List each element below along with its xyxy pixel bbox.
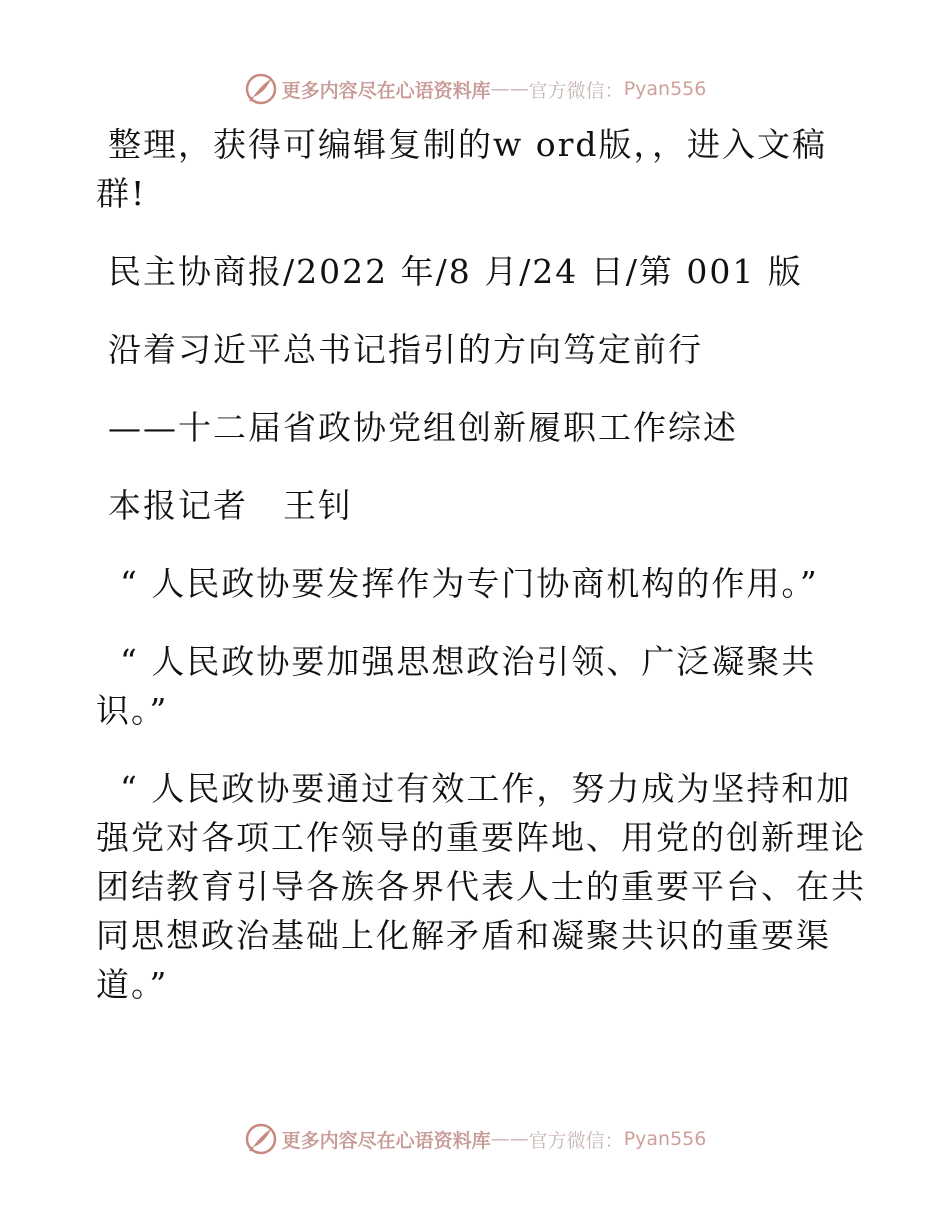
article-subtitle: ——十二届省政协党组创新履职工作综述 (108, 408, 738, 447)
byline: 本报记者 王钊 (108, 486, 353, 525)
quote-2-line-2: 识。” (96, 691, 169, 730)
quote-3-line-1: “ 人民政协要通过有效工作，努力成为坚持和加 (120, 769, 852, 808)
intro-line-1: 整理，获得可编辑复制的w ord版，，进入文稿 (108, 125, 828, 164)
quote-3-line-3: 团结教育引导各族各界代表人士的重要平台、在共 (96, 867, 866, 906)
watermark-dash: —— (490, 78, 529, 100)
quill-logo-icon (244, 72, 278, 106)
watermark-brand: 更多内容尽在心语资料库 (281, 79, 491, 102)
source-line: 民主协商报/2022 年/8 月/24 日/第 001 版 (108, 252, 803, 291)
watermark-wechat-label: 官方微信： (528, 1129, 624, 1152)
quote-2-line-1: “ 人民政协要加强思想政治引领、广泛凝聚共 (120, 642, 817, 681)
quote-3-line-2: 强党对各项工作领导的重要阵地、用党的创新理论 (96, 818, 866, 857)
watermark-wechat-id: Pyan556 (623, 78, 707, 100)
document-body (96, 120, 866, 1009)
quote-3-line-4: 同思想政治基础上化解矛盾和凝聚共识的重要渠 (96, 916, 831, 955)
watermark-wechat-label: 官方微信： (528, 79, 624, 102)
watermark-brand: 更多内容尽在心语资料库 (281, 1129, 491, 1152)
quote-3-line-5: 道。” (96, 965, 169, 1004)
intro-line-2: 群! (96, 174, 147, 213)
footer-watermark (0, 1122, 950, 1156)
article-title: 沿着习近平总书记指引的方向笃定前行 (108, 330, 703, 369)
watermark-dash: —— (490, 1128, 529, 1150)
header-watermark (0, 72, 950, 106)
watermark-wechat-id: Pyan556 (623, 1128, 707, 1150)
quote-1: “ 人民政协要发挥作为专门协商机构的作用。” (120, 564, 819, 603)
quill-logo-icon (244, 1122, 278, 1156)
